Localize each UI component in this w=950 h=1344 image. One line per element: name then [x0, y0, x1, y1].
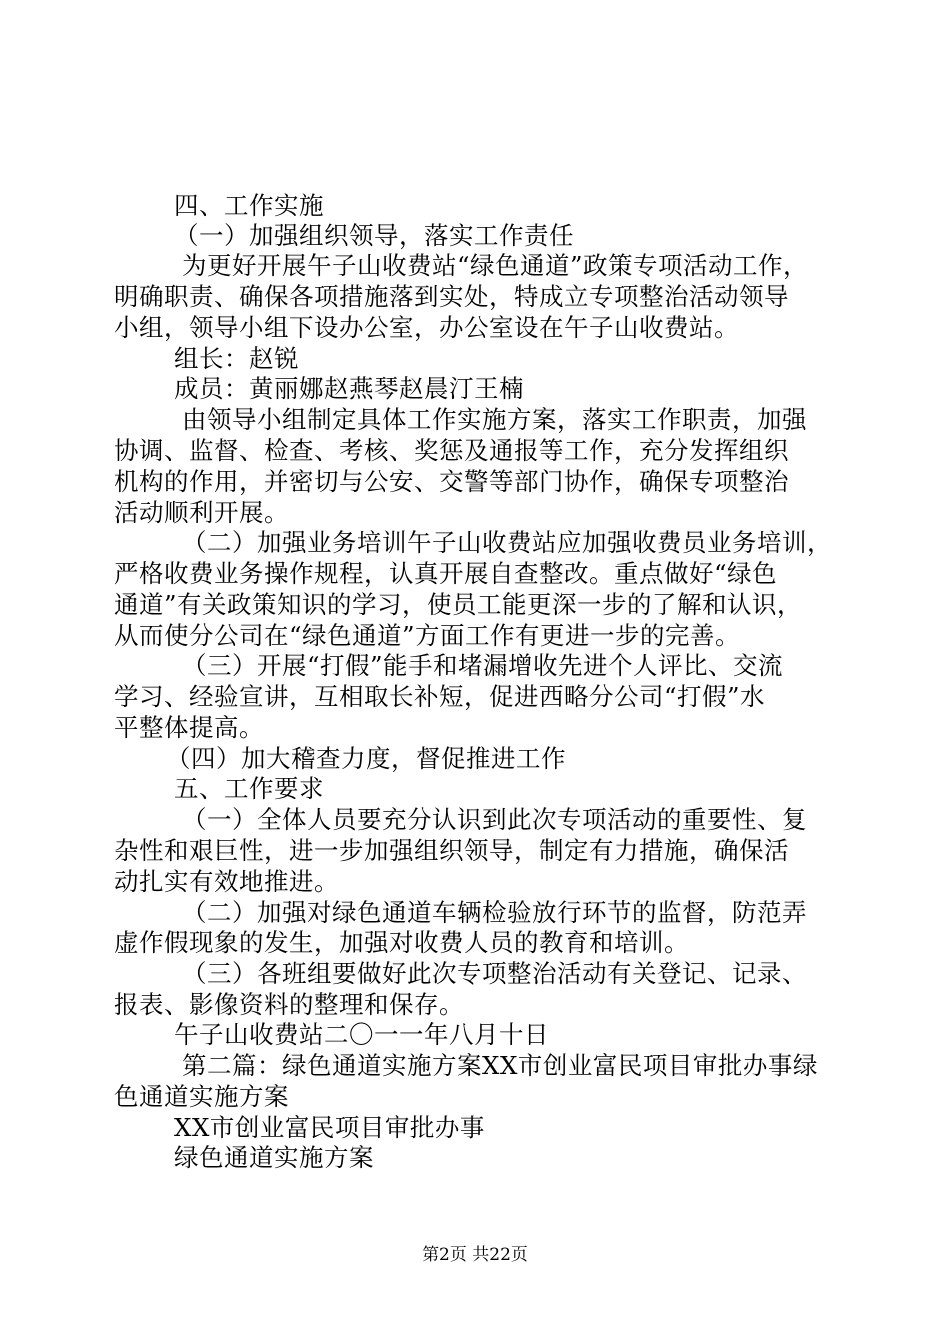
paragraph-line: 机构的作用，并密切与公安、交警等部门协作，确保专项整治: [114, 467, 789, 496]
paragraph-line: （一）加强组织领导，落实工作责任: [174, 221, 574, 250]
paragraph-line: 由领导小组制定具体工作实施方案，落实工作职责，加强: [182, 405, 807, 434]
paragraph-line: 动扎实有效地推进。: [114, 867, 339, 896]
paragraph-line: 活动顺利开展。: [114, 498, 289, 527]
paragraph-line: 第二篇：绿色通道实施方案XX市创业富民项目审批办事绿: [182, 1051, 818, 1080]
paragraph-line: 为更好开展午子山收费站“绿色通道”政策专项活动工作，: [182, 251, 809, 280]
paragraph-line: （四）加大稽查力度，督促推进工作: [166, 744, 566, 773]
page-footer: 第2页 共22页: [422, 1245, 528, 1265]
paragraph-line: 色通道实施方案: [114, 1082, 289, 1111]
paragraph-line: 报表、影像资料的整理和保存。: [114, 990, 464, 1019]
paragraph-line: 平整体提高。: [114, 713, 264, 742]
paragraph-line: 杂性和艰巨性，进一步加强组织领导，制定有力措施，确保活: [114, 836, 789, 865]
paragraph-line: XX市创业富民项目审批办事: [174, 1113, 485, 1142]
paragraph-line: 绿色通道实施方案: [174, 1143, 374, 1172]
paragraph-line: 成员：黄丽娜赵燕琴赵晨汀王楠: [174, 374, 524, 403]
paragraph-line: 小组，领导小组下设办公室，办公室设在午子山收费站。: [114, 313, 739, 342]
paragraph-line: 严格收费业务操作规程，认真开展自查整改。重点做好“绿色: [114, 559, 778, 588]
paragraph-line: （三）各班组要做好此次专项整治活动有关登记、记录、: [182, 959, 807, 988]
paragraph-line: 通道”有关政策知识的学习，使员工能更深一步的了解和认识，: [114, 590, 803, 619]
paragraph-line: 午子山收费站二〇一一年八月十日: [174, 1020, 549, 1049]
paragraph-line: 明确职责、确保各项措施落到实处，特成立专项整治活动领导: [114, 282, 789, 311]
paragraph-line: 协调、监督、检查、考核、奖惩及通报等工作，充分发挥组织: [114, 436, 789, 465]
paragraph-line: （二）加强对绿色通道车辆检验放行环节的监督，防范弄: [182, 898, 807, 927]
paragraph-line: （一）全体人员要充分认识到此次专项活动的重要性、复: [182, 805, 807, 834]
paragraph-line: 学习、经验宣讲，互相取长补短，促进西略分公司“打假”水: [114, 682, 766, 711]
paragraph-line: 组长：赵锐: [174, 344, 299, 373]
paragraph-line: （三）开展“打假”能手和堵漏增收先进个人评比、交流: [182, 651, 784, 680]
paragraph-line: 从而使分公司在“绿色通道”方面工作有更进一步的完善。: [114, 621, 741, 650]
paragraph-line: 四、工作实施: [174, 191, 324, 220]
paragraph-line: 五、工作要求: [174, 774, 324, 803]
paragraph-line: （二）加强业务培训午子山收费站应加强收费员业务培训，: [182, 528, 832, 557]
paragraph-line: 虚作假现象的发生，加强对收费人员的教育和培训。: [114, 928, 689, 957]
